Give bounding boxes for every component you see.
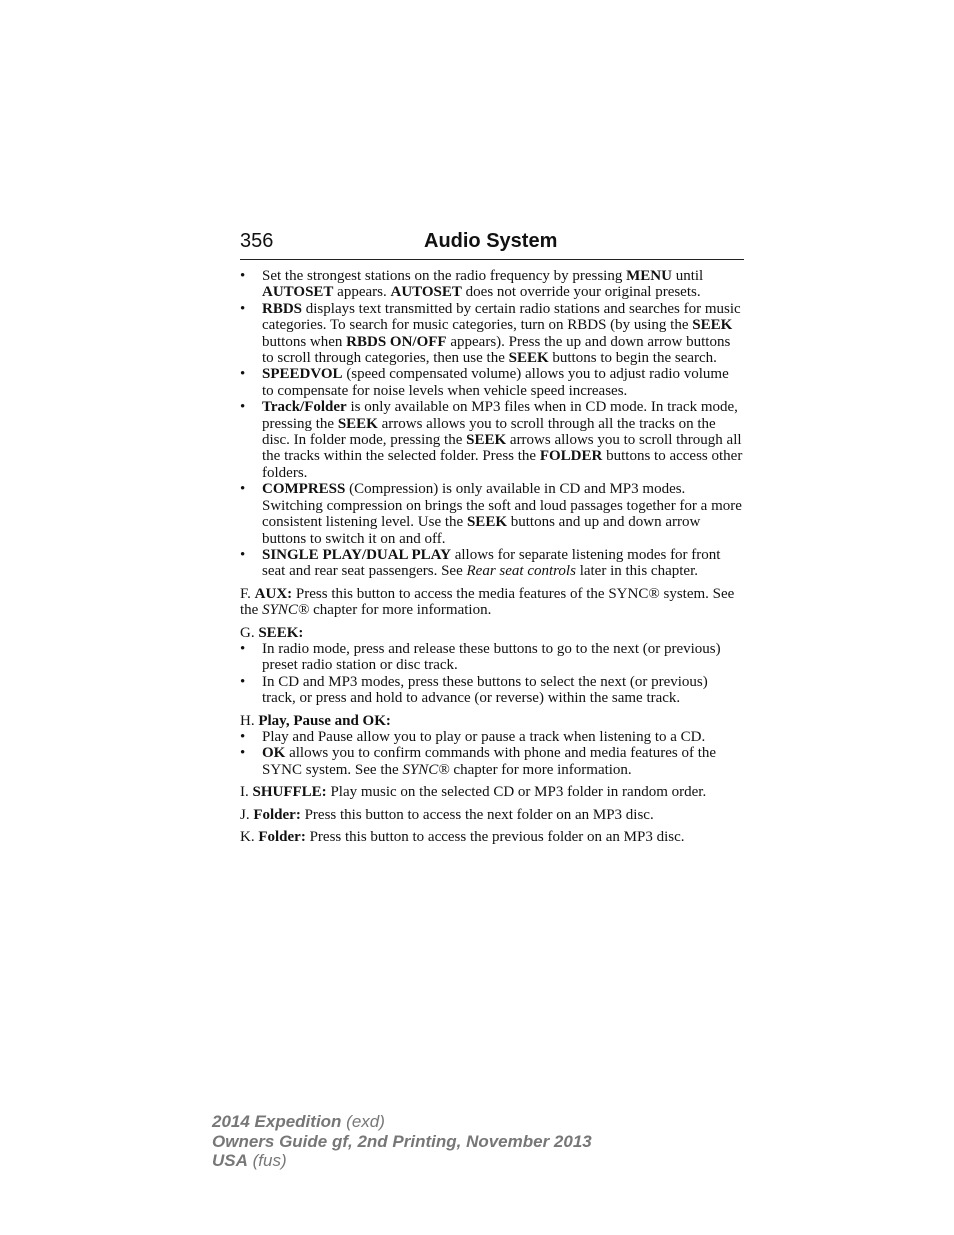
page-body [240,268,744,845]
bullet-icon: • [240,640,246,657]
list-item: • OK allows you to confirm commands with phone and media features of the SYNC system. See the SYNC® chapter for more information. [240,745,717,778]
bullet-icon: • [240,673,246,690]
folder-previous-paragraph: K. Folder: Press this button to access the previous folder on an MP3 disc. [240,829,685,845]
list-item: • SINGLE PLAY/DUAL PLAY allows for separate listening modes for front seat and rear seat passengers. See Rear seat controls later in this chapter. [240,546,721,580]
footer-line-edition: Owners Guide gf, 2nd Printing, November 2013 [212,1131,592,1151]
list-item: • Set the strongest stations on the radio frequency by pressing MENU until AUTOSET appears. AUTOSET does not override your original presets. [240,268,704,301]
folder-next-paragraph: J. Folder: Press this button to access the next folder on an MP3 disc. [240,806,654,823]
section-title: Audio System [424,230,558,252]
list-item: • SPEEDVOL (speed compensated volume) allows you to adjust radio volume to compensate for noise levels when vehicle speed increases. [240,366,729,399]
list-item: • In radio mode, press and release these buttons to go to the next (or previous) preset radio station or disc track. [240,640,721,674]
radio-menu-bullet-list [240,268,744,580]
footer-line-vehicle: 2014 Expedition (exd) [212,1112,385,1131]
seek-bullet-list [240,641,744,707]
bullet-icon: • [240,745,246,762]
page-footer [212,1112,592,1171]
list-item: • Track/Folder is only available on MP3 files when in CD mode. In track mode, pressing the SEEK arrows allows you to scroll through all the tracks on the disc. In folder mode, pressing the SEEK arrows allows you to scroll through all the tracks within the selected folder. Press the FOLDER buttons to access other folders. [240,399,743,481]
bullet-icon: • [240,546,246,563]
shuffle-paragraph: I. SHUFFLE: Play music on the selected CD or MP3 folder in random order. [240,784,707,801]
aux-paragraph: F. AUX: Press this button to access the media features of the SYNC® system. See the SYNC® chapter for more information. [240,585,735,619]
bullet-icon: • [240,300,246,317]
play-pause-ok-heading: H. Play, Pause and OK: [240,712,391,729]
list-item: • Play and Pause allow you to play or pause a track when listening to a CD. [240,728,706,745]
page-number: 356 [240,230,274,252]
bullet-icon: • [240,399,246,416]
bullet-icon: • [240,728,246,745]
footer-line-market: USA (fus) [212,1151,287,1170]
page-header [240,230,744,260]
bullet-icon: • [240,268,246,284]
seek-heading: G. SEEK: [240,624,304,641]
list-item: • COMPRESS (Compression) is only available in CD and MP3 modes. Switching compression on brings the soft and loud passages together for a more consistent listening level. Use the SEEK buttons and up and down arrow buttons to switch it on and off. [240,481,742,547]
list-item: • In CD and MP3 modes, press these buttons to select the next (or previous) track, or press and hold to advance (or reverse) within the same track. [240,673,708,707]
bullet-icon: • [240,366,246,383]
play-bullet-list [240,729,744,778]
list-item: • RBDS displays text transmitted by certain radio stations and searches for music categories. To search for music categories, turn on RBDS (by using the SEEK buttons when RBDS ON/OFF appears). Press the up and down arrow buttons to scroll through categories, then use the SEEK buttons to begin the search. [240,300,741,367]
bullet-icon: • [240,481,246,498]
